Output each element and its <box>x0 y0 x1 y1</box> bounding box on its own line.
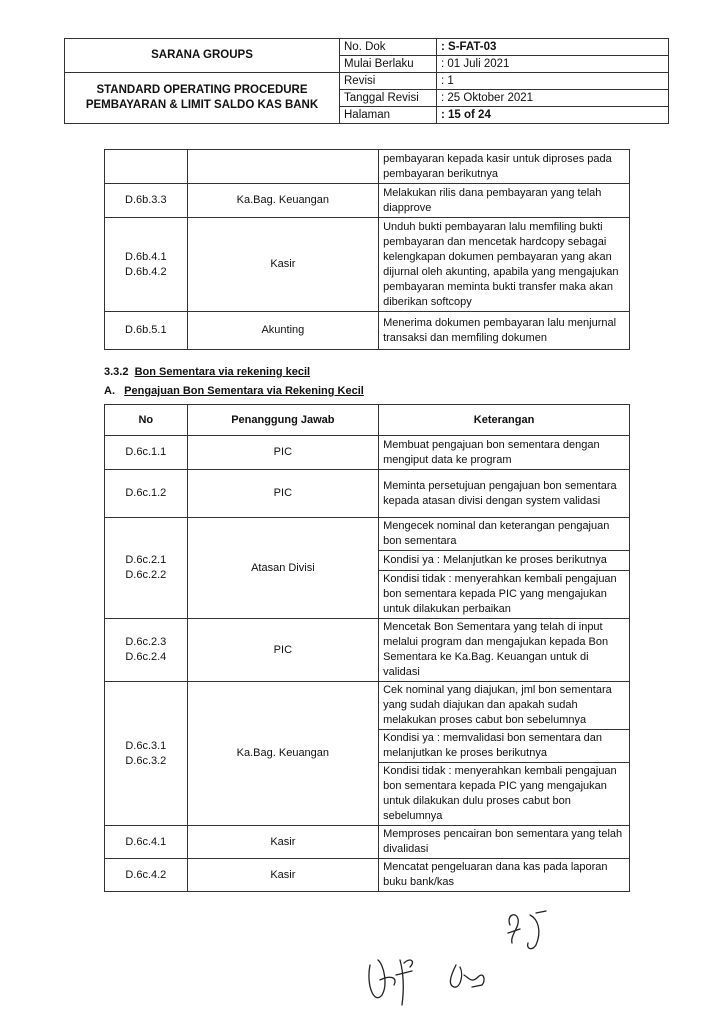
cell-pj: PIC <box>187 470 378 518</box>
cell-pj: Atasan Divisi <box>187 518 378 619</box>
table-row <box>105 470 630 518</box>
step-number: D.6b.4.1 <box>125 250 167 263</box>
section-heading <box>104 366 310 378</box>
subsection-letter: A. <box>104 385 115 397</box>
cell-no <box>105 619 188 682</box>
step-number: D.6b.4.2 <box>125 265 167 278</box>
company-name: SARANA GROUPS <box>65 39 340 73</box>
step-number: D.6c.2.4 <box>125 651 167 663</box>
title-line-2: PEMBAYARAN & LIMIT SALDO KAS BANK <box>85 99 319 111</box>
cell-no: D.6c.1.1 <box>105 436 188 470</box>
table-row <box>105 436 630 470</box>
section-number: 3.3.2 <box>104 366 129 378</box>
procedure-table-continued <box>104 149 630 350</box>
handwritten-initials <box>360 905 580 1015</box>
cell-pj: Akunting <box>187 312 378 350</box>
field-value: : S-FAT-03 <box>437 39 669 56</box>
field-label: Halaman <box>340 107 437 124</box>
document-header <box>64 38 669 124</box>
field-value: : 1 <box>437 73 669 90</box>
cell-no: D.6c.4.2 <box>105 859 188 892</box>
table-row <box>105 859 630 892</box>
step-number: D.6c.3.1 <box>125 739 167 752</box>
cell-pj <box>187 150 378 184</box>
cell-pj: Ka.Bag. Keuangan <box>187 184 378 218</box>
cell-keterangan: Melakukan rilis dana pembayaran yang telah diapprove <box>379 184 630 218</box>
title-line-1: STANDARD OPERATING PROCEDURE <box>96 84 308 96</box>
cell-pj: Kasir <box>187 826 378 859</box>
section-title: Bon Sementara via rekening kecil <box>134 366 311 378</box>
cell-no <box>105 150 188 184</box>
table-row <box>105 312 630 350</box>
cell-keterangan: Mengecek nominal dan keterangan pengajuan bon sementara <box>379 518 630 551</box>
step-number: D.6c.2.3 <box>125 636 167 648</box>
cell-keterangan: Unduh bukti pembayaran lalu memfiling bukti pembayaran dan mencetak hardcopy sebagai kelengkapan dokumen pembayaran yang akan dijurnal oleh akunting, apabila yang mengajukan pembayaran meminta bukti transfer maka akan diberikan softcopy <box>379 218 630 312</box>
cell-keterangan: Kondisi tidak : menyerahkan kembali pengajuan bon sementara kepada PIC yang mengajukan untuk dilakukan dulu proses cabut bon sebelumnya <box>379 763 630 826</box>
table-row <box>105 184 630 218</box>
field-value: : 01 Juli 2021 <box>437 56 669 73</box>
cell-keterangan: Memproses pencairan bon sementara yang telah divalidasi <box>379 826 630 859</box>
cell-no <box>105 682 188 826</box>
field-label: Tanggal Revisi <box>340 90 437 107</box>
field-label: Revisi <box>340 73 437 90</box>
page-number: : 15 of 24 <box>437 107 669 124</box>
table-row <box>105 826 630 859</box>
document-title <box>65 73 340 124</box>
cell-no <box>105 518 188 619</box>
subsection-title: Pengajuan Bon Sementara via Rekening Kecil <box>124 385 364 397</box>
cell-pj: Kasir <box>187 218 378 312</box>
field-value: : 25 Oktober 2021 <box>437 90 669 107</box>
cell-no: D.6b.5.1 <box>105 312 188 350</box>
field-label: Mulai Berlaku <box>340 56 437 73</box>
field-label: No. Dok <box>340 39 437 56</box>
table-row <box>105 150 630 184</box>
cell-keterangan: Menerima dokumen pembayaran lalu menjurnal transaksi dan memfiling dokumen <box>379 312 630 350</box>
header-penanggung-jawab: Penanggung Jawab <box>187 405 378 436</box>
cell-no: D.6c.4.1 <box>105 826 188 859</box>
procedure-table <box>104 404 630 892</box>
table-row <box>105 619 630 682</box>
cell-keterangan: Mencetak Bon Sementara yang telah di input melalui program dan mengajukan kepada Bon Sementara ke Ka.Bag. Keuangan untuk di validasi <box>379 619 630 682</box>
table-header-row <box>105 405 630 436</box>
table-row <box>105 218 630 312</box>
cell-keterangan: Kondisi ya : memvalidasi bon sementara dan melanjutkan ke proses berikutnya <box>379 730 630 763</box>
step-number: D.6c.2.1 <box>125 554 167 566</box>
cell-pj: PIC <box>187 619 378 682</box>
cell-keterangan: Kondisi tidak : menyerahkan kembali pengajuan bon sementara kepada PIC yang mengajukan untuk dilakukan perbaikan <box>379 571 630 619</box>
cell-no: D.6b.3.3 <box>105 184 188 218</box>
cell-pj: PIC <box>187 436 378 470</box>
cell-keterangan: Meminta persetujuan pengajuan bon sementara kepada atasan divisi dengan system validasi <box>379 470 630 518</box>
table-row <box>105 682 630 730</box>
step-number: D.6c.2.2 <box>125 569 167 581</box>
cell-keterangan: Membuat pengajuan bon sementara dengan mengiput data ke program <box>379 436 630 470</box>
cell-keterangan: Kondisi ya : Melanjutkan ke proses berikutnya <box>379 551 630 571</box>
cell-no <box>105 218 188 312</box>
cell-keterangan: Cek nominal yang diajukan, jml bon sementara yang sudah diajukan dan apakah sudah melakukan proses cabut bon sebelumnya <box>379 682 630 730</box>
cell-keterangan: pembayaran kepada kasir untuk diproses pada pembayaran berikutnya <box>379 150 630 184</box>
header-no: No <box>105 405 188 436</box>
cell-no: D.6c.1.2 <box>105 470 188 518</box>
cell-pj: Kasir <box>187 859 378 892</box>
step-number: D.6c.3.2 <box>125 754 167 767</box>
header-keterangan: Keterangan <box>379 405 630 436</box>
table-row <box>105 518 630 551</box>
cell-keterangan: Mencatat pengeluaran dana kas pada laporan buku bank/kas <box>379 859 630 892</box>
subsection-heading <box>104 385 364 397</box>
cell-pj: Ka.Bag. Keuangan <box>187 682 378 826</box>
